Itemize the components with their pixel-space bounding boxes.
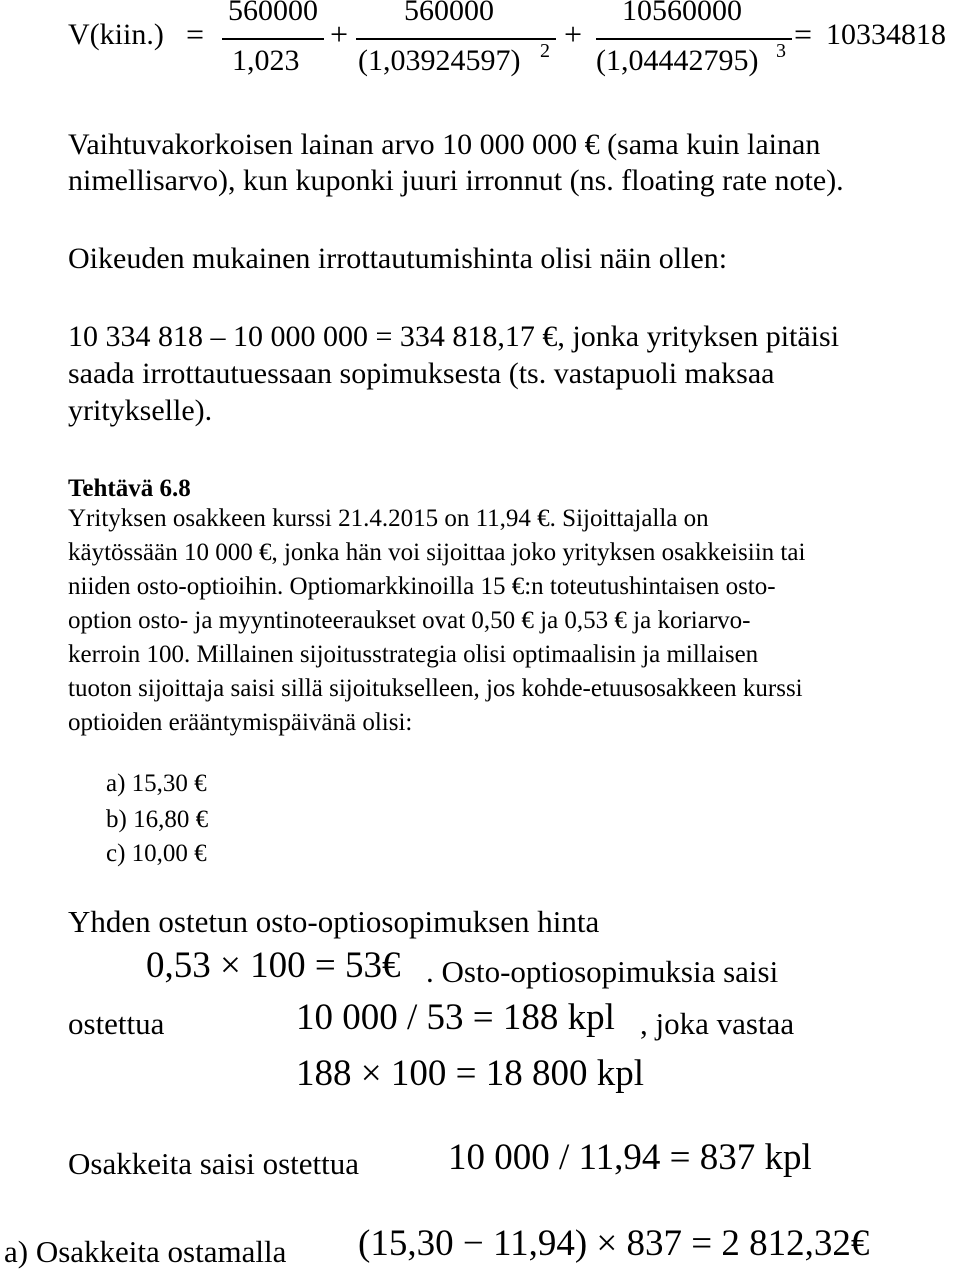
paragraph-line: Vaihtuvakorkoisen lainan arvo 10 000 000 € (sama kuin lainan bbox=[68, 128, 821, 161]
term2-denominator: (1,03924597) bbox=[358, 44, 521, 77]
solution-heading: Yhden ostetun osto-optiosopimuksen hinta bbox=[68, 904, 600, 939]
equation-result: 10334818 bbox=[826, 18, 946, 51]
equation-lhs: V(kiin.) bbox=[68, 18, 164, 51]
equation-equals-2: = bbox=[794, 16, 813, 52]
share-count-calculation: 10 000 / 11,94 = 837 kpl bbox=[448, 1137, 812, 1178]
task-line: option osto- ja myyntinoteeraukset ovat 0,50 € ja 0,53 € ja koriarvo- bbox=[68, 607, 751, 634]
contract-count-calculation: 10 000 / 53 = 188 kpl bbox=[296, 997, 615, 1038]
option-c: c) 10,00 € bbox=[106, 840, 207, 867]
term1-fraction-bar bbox=[222, 38, 324, 40]
term1-numerator: 560000 bbox=[228, 0, 318, 27]
paragraph-line: saada irrottautuessaan sopimuksesta (ts. vastapuoli maksaa bbox=[68, 357, 775, 390]
termination-price-intro: Oikeuden mukainen irrottautumishinta olisi näin ollen: bbox=[68, 242, 728, 275]
task-line: niiden osto-optioihin. Optiomarkkinoilla 15 €:n toteutushintaisen osto- bbox=[68, 573, 776, 600]
paragraph-line: 10 334 818 – 10 000 000 = 334 818,17 €, jonka yrityksen pitäisi bbox=[68, 320, 840, 353]
share-profit-calculation: (15,30 − 11,94) × 837 = 2 812,32€ bbox=[358, 1223, 870, 1264]
option-a: a) 15,30 € bbox=[106, 770, 207, 797]
task-line: käytössään 10 000 €, jonka hän voi sijoittaa joko yrityksen osakkeisiin tai bbox=[68, 539, 806, 566]
task-line: Yrityksen osakkeen kurssi 21.4.2015 on 11,94 €. Sijoittajalla on bbox=[68, 505, 709, 532]
share-equivalent-calculation: 188 × 100 = 18 800 kpl bbox=[296, 1053, 645, 1094]
solution-label: Osakkeita saisi ostettua bbox=[68, 1146, 359, 1181]
solution-text: . Osto-optiosopimuksia saisi bbox=[426, 954, 779, 989]
term3-fraction-bar bbox=[596, 38, 792, 40]
term1-denominator: 1,023 bbox=[232, 44, 300, 77]
plus-sign-2: + bbox=[564, 16, 583, 52]
task-line: tuoton sijoittaja saisi sillä sijoitukselleen, jos kohde-etuusosakkeen kurssi bbox=[68, 675, 803, 702]
paragraph-line: nimellisarvo), kun kuponki juuri irronnut (ns. floating rate note). bbox=[68, 164, 844, 197]
option-price-calculation: 0,53 × 100 = 53€ bbox=[146, 945, 401, 986]
solution-label: a) Osakkeita ostamalla bbox=[4, 1234, 287, 1269]
task-line: optioiden erääntymispäivänä olisi: bbox=[68, 709, 413, 736]
term2-fraction-bar bbox=[356, 38, 556, 40]
paragraph-line: yritykselle). bbox=[68, 394, 213, 427]
term3-exponent: 3 bbox=[776, 40, 786, 62]
solution-label: ostettua bbox=[68, 1006, 165, 1041]
term2-numerator: 560000 bbox=[404, 0, 494, 27]
solution-text: , joka vastaa bbox=[640, 1006, 795, 1041]
term3-numerator: 10560000 bbox=[622, 0, 742, 27]
option-b: b) 16,80 € bbox=[106, 806, 209, 833]
task-line: kerroin 100. Millainen sijoitusstrategia olisi optimaalisin ja millaisen bbox=[68, 641, 759, 668]
plus-sign-1: + bbox=[330, 16, 349, 52]
task-title: Tehtävä 6.8 bbox=[68, 475, 191, 502]
term3-denominator: (1,04442795) bbox=[596, 44, 759, 77]
equation-equals: = bbox=[186, 16, 205, 52]
term2-exponent: 2 bbox=[540, 40, 550, 62]
